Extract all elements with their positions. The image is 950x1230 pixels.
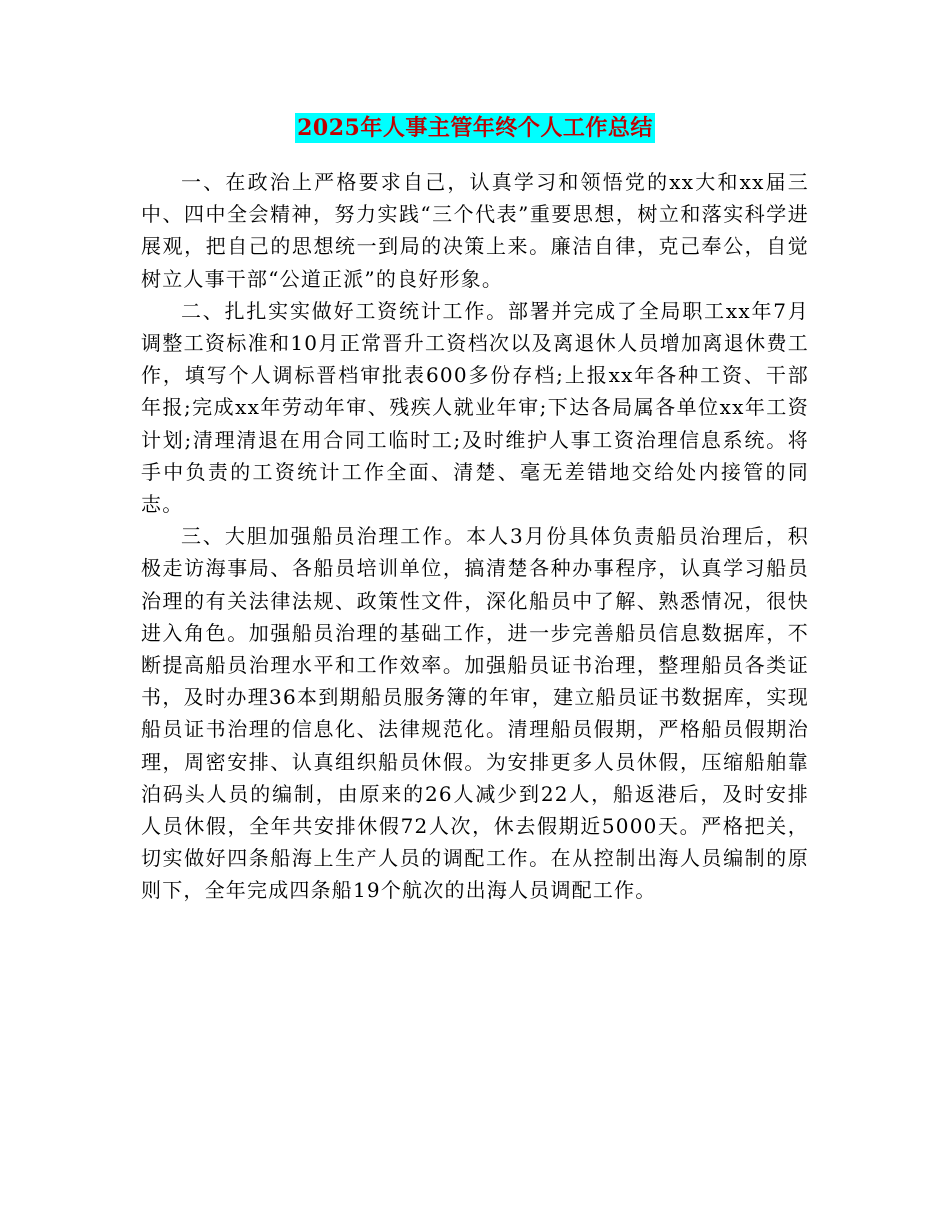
paragraph-3: 三、大胆加强船员治理工作。本人3月份具体负责船员治理后，积极走访海事局、各船员培训单位，搞清楚各种办事程序，认真学习船员治理的有关法律法规、政策性文件，深化船员中了解、熟悉情况，很快进入角色。加强船员治理的基础工作，进一步完善船员信息数据库，不断提高船员治理水平和工作效率。加强船员证书治理，整理船员各类证书，及时办理36本到期船员服务簿的年审，建立船员证书数据库，实现船员证书治理的信息化、法律规范化。清理船员假期，严格船员假期治理，周密安排、认真组织船员休假。为安排更多人员休假，压缩船舶靠泊码头人员的编制，由原来的26人减少到22人，船返港后，及时安排人员休假，全年共安排休假72人次，休去假期近5000天。严格把关，切实做好四条船海上生产人员的调配工作。在从控制出海人员编制的原则下，全年完成四条船19个航次的出海人员调配工作。 (141, 524, 809, 903)
paragraph-1: 一、在政治上严格要求自己，认真学习和领悟党的xx大和xx届三中、四中全会精神，努力实践“三个代表”重要思想，树立和落实科学进展观，把自己的思想统一到局的决策上来。廉洁自律，克己奉公，自觉树立人事干部“公道正派”的良好形象。 (141, 170, 809, 291)
title-container (0, 113, 950, 143)
paragraph-2: 二、扎扎实实做好工资统计工作。部署并完成了全局职工xx年7月调整工资标准和10月正常晋升工资档次以及离退休人员增加离退休费工作，填写个人调标晋档审批表600多份存档;上报xx年各种工资、干部年报;完成xx年劳动年审、残疾人就业年审;下达各局属各单位xx年工资计划;清理清退在用合同工临时工;及时维护人事工资治理信息系统。将手中负责的工资统计工作全面、清楚、毫无差错地交给处内接管的同志。 (141, 298, 809, 517)
document-title: 2025年人事主管年终个人工作总结 (297, 115, 653, 141)
document-body (141, 166, 809, 907)
